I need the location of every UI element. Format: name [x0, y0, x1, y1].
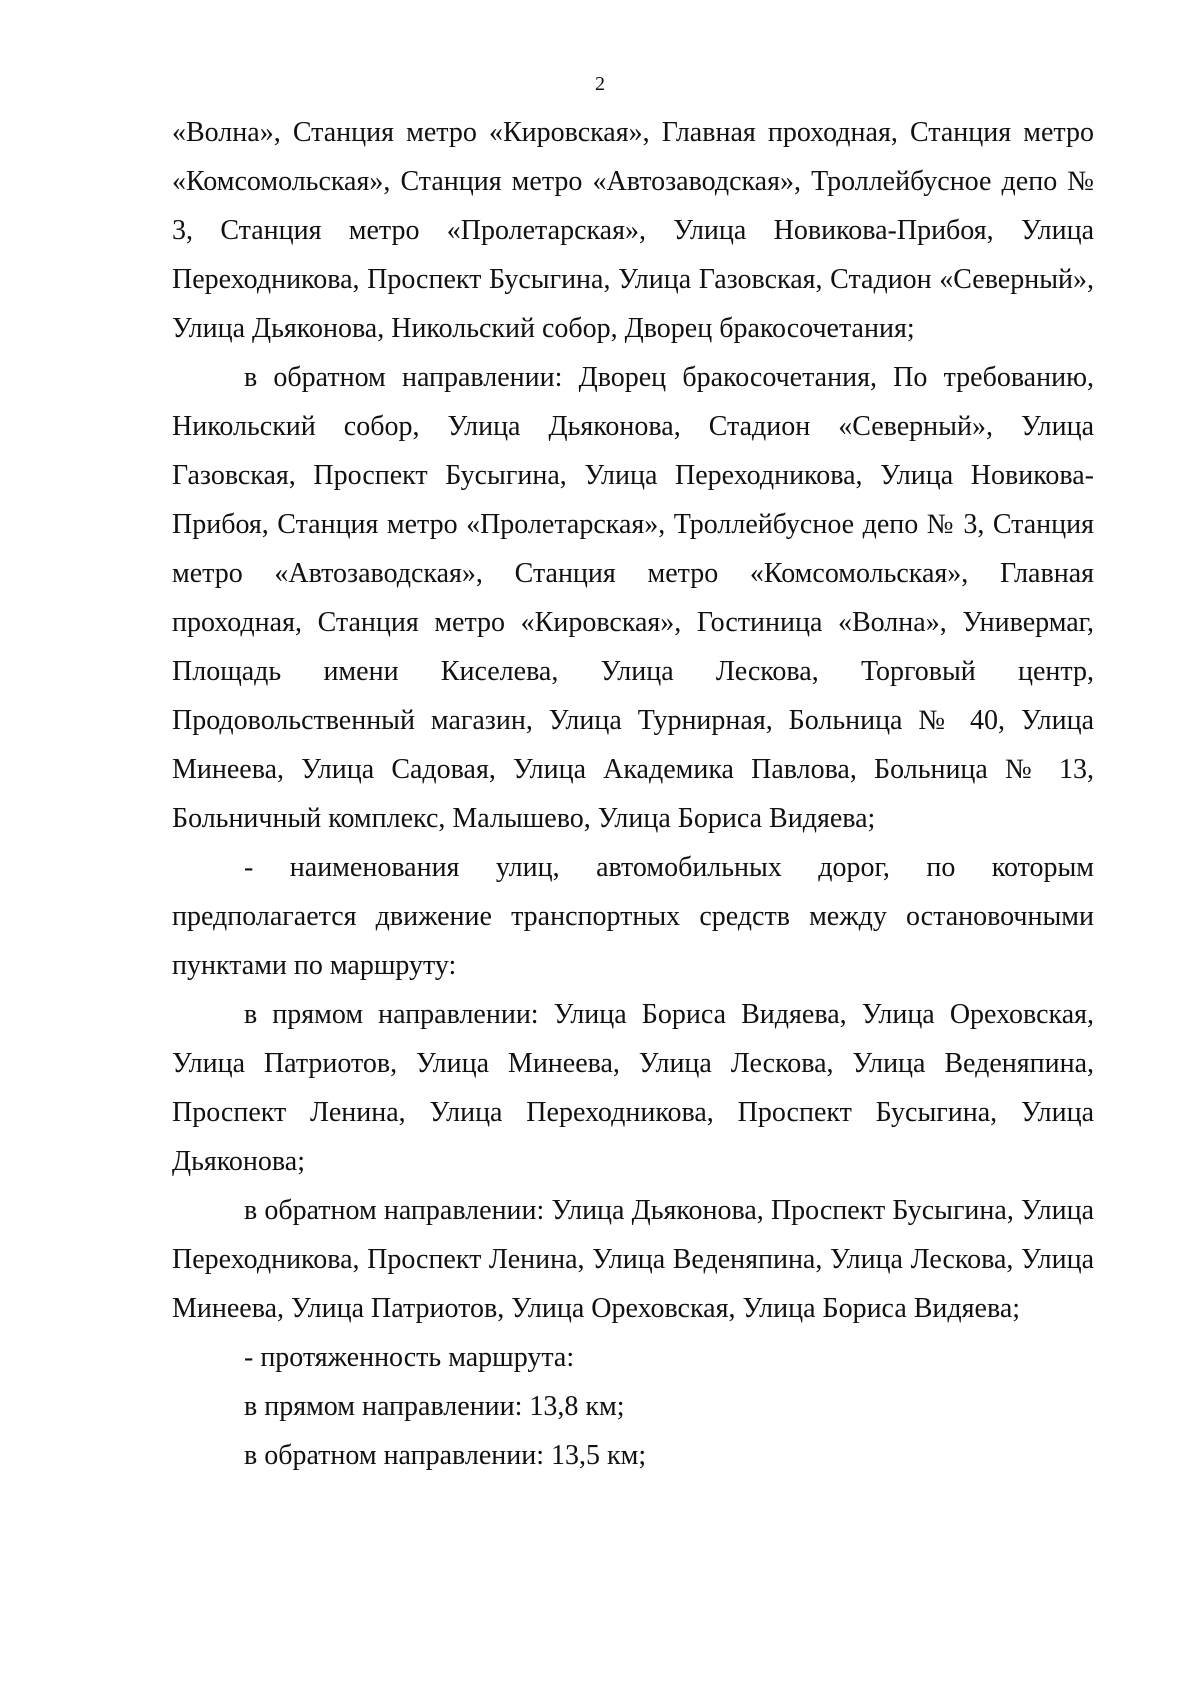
- document-body: [172, 108, 1094, 1480]
- paragraph-route-length-heading: - протяженность маршрута:: [244, 1342, 575, 1373]
- paragraph-length-reverse: в обратном направлении: 13,5 км;: [244, 1440, 647, 1471]
- paragraph-streets-forward: в прямом направлении: Улица Бориса Видяева, Улица Ореховская, Улица Патриотов, Улица Минеева, Улица Лескова, Улица Веденяпина, Проспект Ленина, Улица Переходникова, Проспект Бусыгина, Улица Дьяконова;: [172, 999, 1094, 1177]
- paragraph-stops-reverse: в обратном направлении: Дворец бракосочетания, По требованию, Никольский собор, Улица Дьяконова, Стадион «Северный», Улица Газовская, Проспект Бусыгина, Улица Переходникова, Улица Новикова-Прибоя, Станция метро «Пролетарская», Троллейбусное депо № 3, Станция метро «Автозаводская», Станция метро «Комсомольская», Главная проходная, Станция метро «Кировская», Гостиница «Волна», Универмаг, Площадь имени Киселева, Улица Лескова, Торговый центр, Продовольственный магазин, Улица Турнирная, Больница № 40, Улица Минеева, Улица Садовая, Улица Академика Павлова, Больница № 13, Больничный комплекс, Малышево, Улица Бориса Видяева;: [172, 362, 1094, 834]
- paragraph-length-forward: в прямом направлении: 13,8 км;: [244, 1391, 625, 1422]
- paragraph-streets-heading: - наименования улиц, автомобильных дорог, по которым предполагается движение транспортных средств между остановочными пунктами по маршруту:: [172, 852, 1094, 981]
- paragraph-streets-reverse: в обратном направлении: Улица Дьяконова, Проспект Бусыгина, Улица Переходникова, Проспект Ленина, Улица Веденяпина, Улица Лескова, Улица Минеева, Улица Патриотов, Улица Ореховская, Улица Бориса Видяева;: [172, 1195, 1094, 1324]
- page-number: 2: [595, 73, 605, 95]
- paragraph-stops-forward-continued: «Волна», Станция метро «Кировская», Главная проходная, Станция метро «Комсомольская», Станция метро «Автозаводская», Троллейбусное депо № 3, Станция метро «Пролетарская», Улица Новикова-Прибоя, Улица Переходникова, Проспект Бусыгина, Улица Газовская, Стадион «Северный», Улица Дьяконова, Никольский собор, Дворец бракосочетания;: [172, 117, 1094, 344]
